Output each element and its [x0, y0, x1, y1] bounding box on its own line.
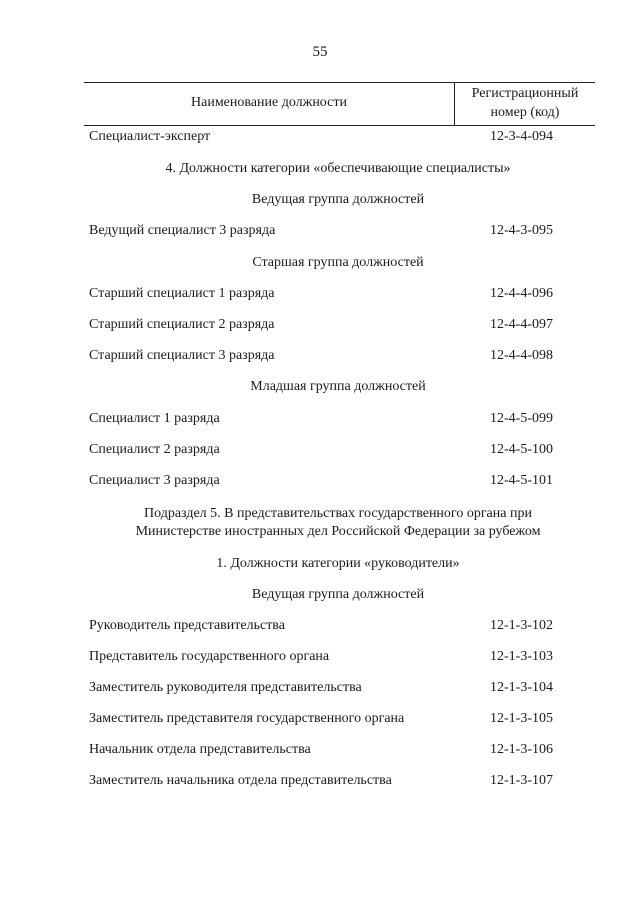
- category-heading: 4. Должности категории «обеспечивающие специалисты»: [165, 161, 511, 176]
- registration-code: 12-1-3-104: [490, 680, 553, 695]
- registration-code: 12-4-4-097: [490, 317, 553, 332]
- table-header-top-rule: [84, 82, 595, 83]
- registration-code: 12-4-5-101: [490, 473, 553, 488]
- group-heading: Ведущая группа должностей: [251, 192, 425, 207]
- position-name: Специалист 3 разряда: [89, 473, 220, 488]
- registration-code: 12-4-4-096: [490, 286, 553, 301]
- group-heading: Младшая группа должностей: [250, 379, 426, 394]
- column-header-position-name: Наименование должности: [191, 95, 347, 110]
- position-name: Представитель государственного органа: [89, 649, 330, 664]
- registration-code: 12-1-3-103: [490, 649, 553, 664]
- registration-code: 12-4-4-098: [490, 348, 553, 363]
- position-name: Ведущий специалист 3 разряда: [89, 223, 276, 238]
- registration-code: 12-4-3-095: [490, 223, 553, 238]
- position-name: Старший специалист 2 разряда: [89, 317, 275, 332]
- group-heading: Старшая группа должностей: [252, 255, 424, 270]
- position-name: Начальник отдела представительства: [89, 742, 311, 757]
- subsection-heading-line1: Подраздел 5. В представительствах государственного органа при: [144, 506, 532, 521]
- position-name: Старший специалист 1 разряда: [89, 286, 275, 301]
- position-name: Специалист 2 разряда: [89, 442, 220, 457]
- position-name: Заместитель руководителя представительства: [89, 680, 362, 695]
- position-name: Специалист-эксперт: [89, 129, 211, 144]
- column-header-code-line1: Регистрационный: [471, 86, 579, 101]
- registration-code: 12-1-3-102: [490, 618, 553, 633]
- registration-code: 12-1-3-106: [490, 742, 553, 757]
- registration-code: 12-1-3-107: [490, 773, 553, 788]
- position-name: Заместитель представителя государственного органа: [89, 711, 405, 726]
- column-header-registration-code: [455, 84, 595, 122]
- registration-code: 12-4-5-100: [490, 442, 553, 457]
- position-name: Старший специалист 3 разряда: [89, 348, 275, 363]
- table-header-bottom-rule: [84, 125, 595, 126]
- group-heading: Ведущая группа должностей: [251, 587, 425, 602]
- registration-code: 12-3-4-094: [490, 129, 553, 144]
- position-name: Заместитель начальника отдела представительства: [89, 773, 392, 788]
- subsection-heading-line2: Министерстве иностранных дел Российской Федерации за рубежом: [135, 524, 541, 539]
- position-name: Специалист 1 разряда: [89, 411, 220, 426]
- subsection-heading: [60, 505, 616, 541]
- column-header-code-line2: номер (код): [490, 105, 560, 120]
- category-heading: 1. Должности категории «руководители»: [216, 556, 460, 571]
- registration-code: 12-1-3-105: [490, 711, 553, 726]
- registration-code: 12-4-5-099: [490, 411, 553, 426]
- page-number: 55: [312, 44, 328, 60]
- position-name: Руководитель представительства: [89, 618, 285, 633]
